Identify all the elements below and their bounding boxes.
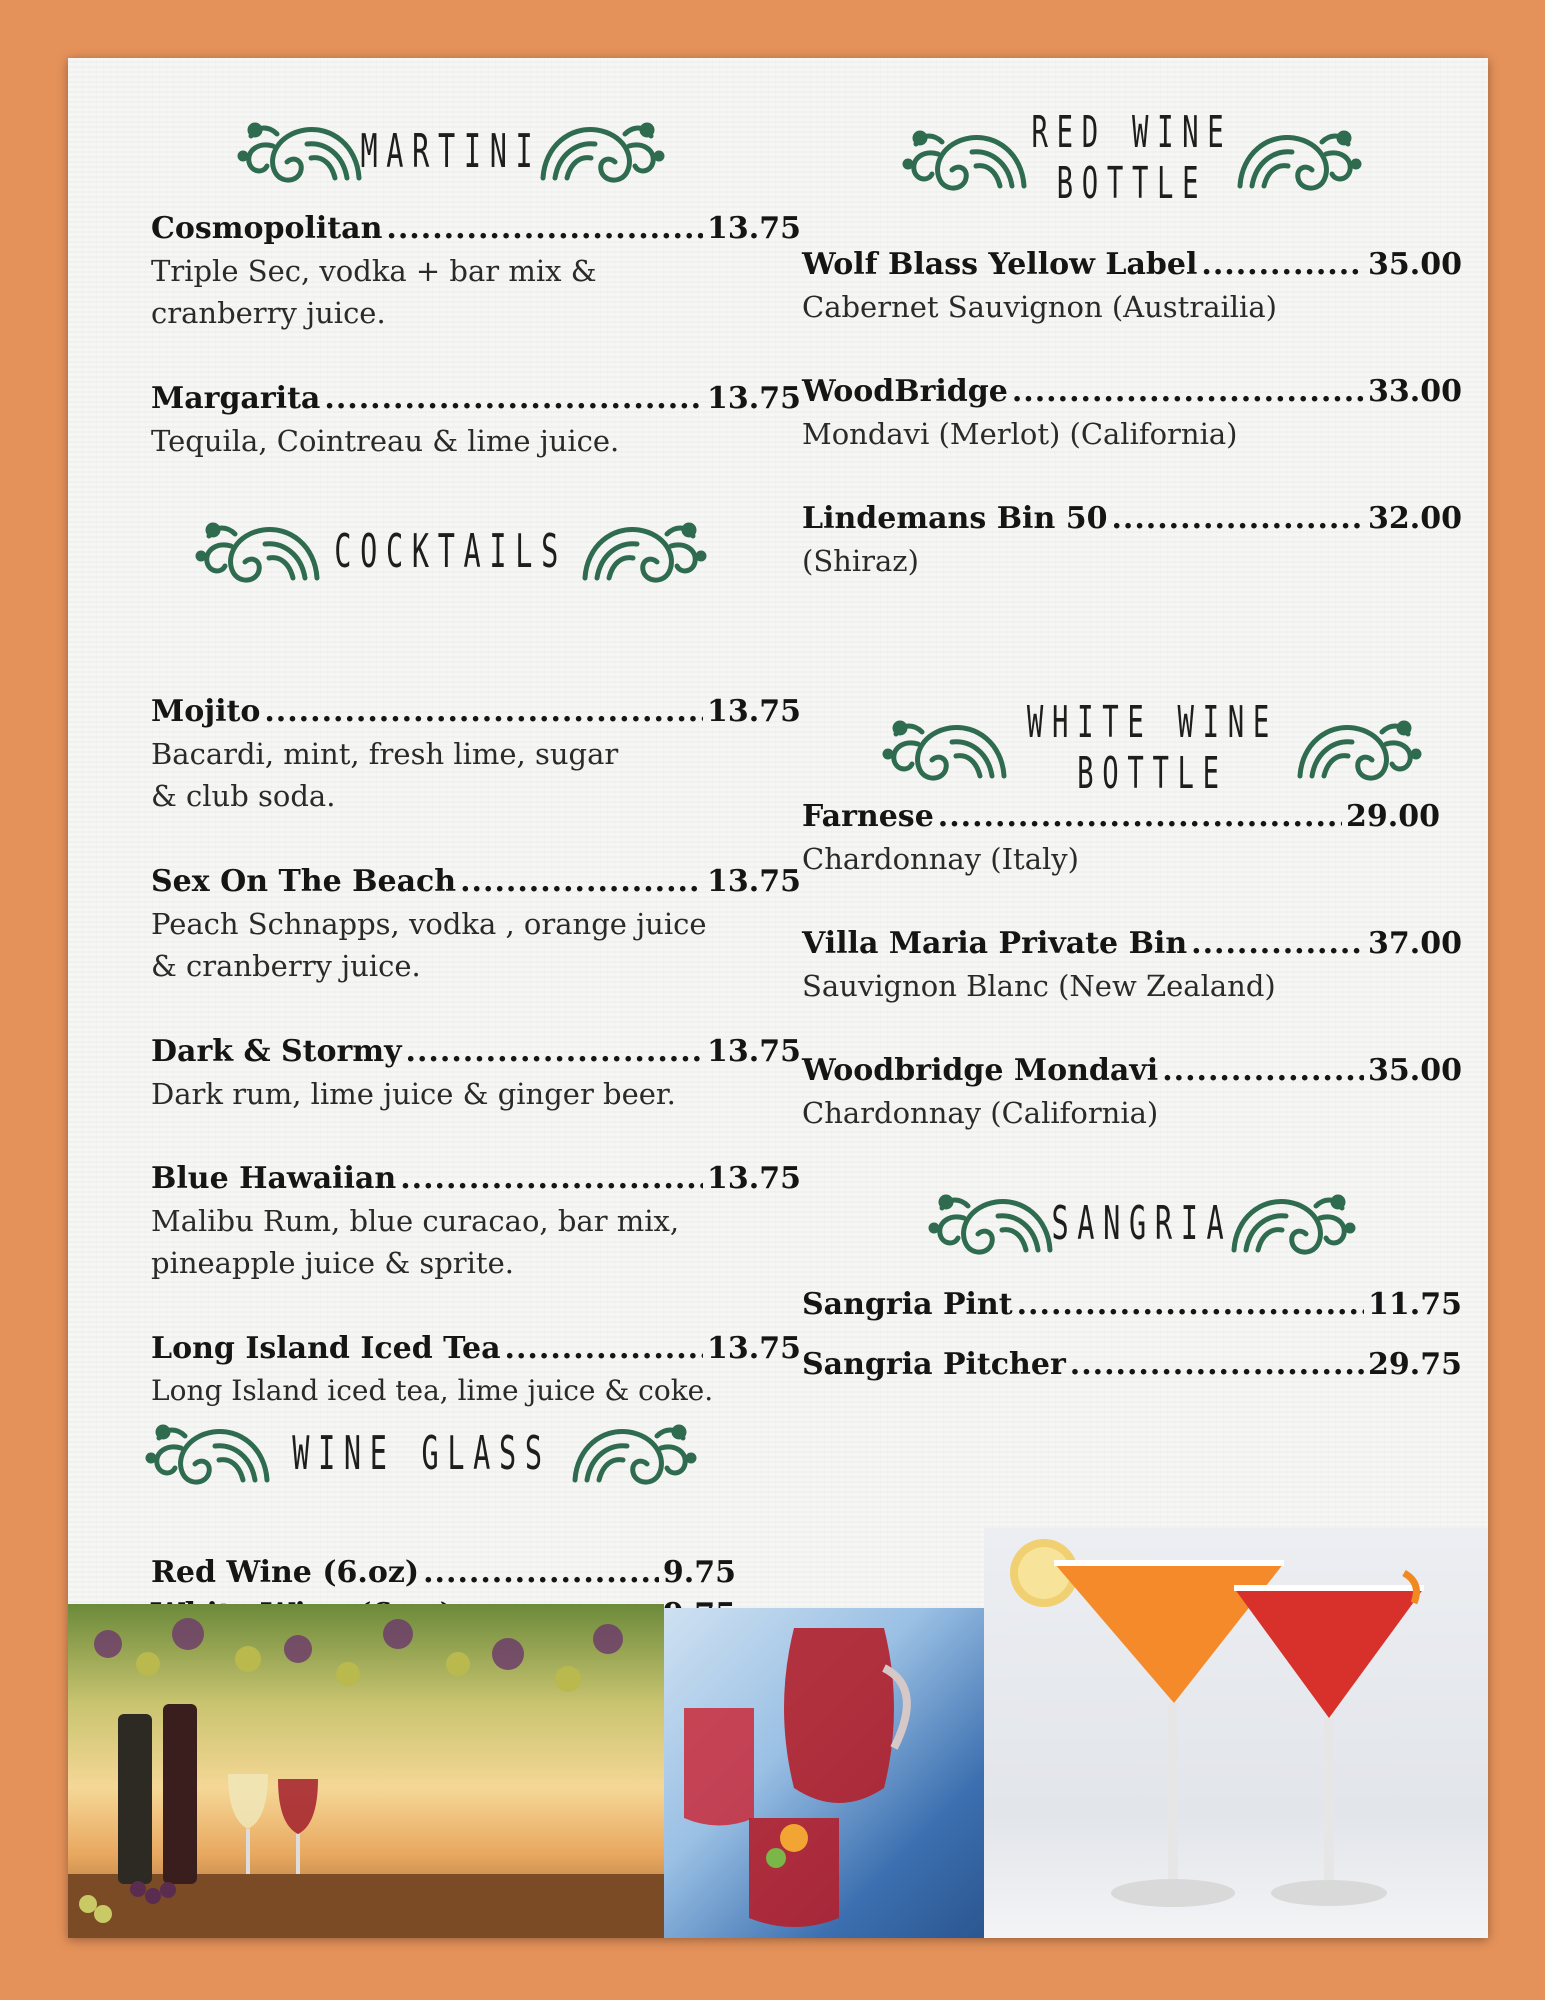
item-name: Sex On The Beach — [151, 864, 457, 899]
ornament-swirl-icon — [882, 714, 1010, 784]
cocktails-heading — [166, 506, 736, 596]
ornament-swirl-icon — [237, 116, 365, 186]
item-description: Cabernet Sauvignon (Austrailia) — [802, 290, 1277, 324]
wine-glass-heading — [151, 1408, 691, 1498]
item-description: (Shiraz) — [802, 544, 919, 578]
menu-item — [151, 1158, 801, 1284]
menu-item — [151, 1552, 736, 1594]
menu-item — [151, 1328, 801, 1412]
item-description: Mondavi (Merlot) (California) — [802, 417, 1238, 451]
ornament-swirl-icon — [569, 1418, 697, 1488]
section-title-line: WHITE WINE — [1026, 697, 1278, 749]
item-price: 13.75 — [707, 1161, 801, 1196]
menu-item — [151, 208, 801, 334]
item-name: Blue Hawaiian — [151, 1161, 397, 1196]
item-description: Sauvignon Blanc (New Zealand) — [802, 969, 1276, 1003]
menu-item — [802, 1050, 1462, 1134]
item-price: 29.75 — [1368, 1347, 1462, 1382]
item-name: Wolf Blass Yellow Label — [802, 247, 1198, 282]
menu-item — [802, 244, 1462, 328]
ornament-swirl-icon — [145, 1418, 273, 1488]
section-title — [1032, 108, 1233, 209]
item-description: Malibu Rum, blue curacao, bar mix, pineapple juice & sprite. — [151, 1204, 680, 1280]
item-name: Mojito — [151, 694, 261, 729]
menu-item — [151, 861, 801, 987]
item-description: Long Island iced tea, lime juice & coke. — [151, 1374, 714, 1407]
item-price: 37.00 — [1368, 926, 1462, 961]
item-price: 35.00 — [1368, 1053, 1462, 1088]
item-price: 9.75 — [662, 1555, 736, 1590]
section-title-line: RED WINE — [1031, 107, 1233, 159]
menu-item — [151, 1031, 801, 1115]
ornament-swirl-icon — [537, 116, 665, 186]
menu-item — [802, 498, 1462, 582]
item-price: 11.75 — [1368, 1287, 1462, 1322]
item-name: Margarita — [151, 381, 321, 416]
item-name: Sangria Pint — [802, 1287, 1013, 1322]
item-price: 13.75 — [707, 1331, 801, 1366]
martini-cocktails-photo — [984, 1528, 1488, 1938]
ornament-swirl-icon — [902, 124, 1030, 194]
item-description: Peach Schnapps, vodka , orange juice & cranberry juice. — [151, 907, 707, 983]
item-name: Dark & Stormy — [151, 1034, 402, 1069]
item-price: 13.75 — [707, 381, 801, 416]
section-title: SANGRIA — [1051, 1195, 1233, 1250]
item-description: Tequila, Cointreau & lime juice. — [151, 424, 620, 458]
menu-item — [802, 923, 1462, 1007]
sangria-heading — [802, 1178, 1482, 1268]
item-name: Long Island Iced Tea — [151, 1331, 501, 1366]
item-price: 29.00 — [1346, 799, 1440, 834]
item-description: Chardonnay (Italy) — [802, 842, 1079, 876]
item-name: Farnese — [802, 799, 934, 834]
item-description: Chardonnay (California) — [802, 1096, 1159, 1130]
menu-sheet — [68, 58, 1488, 1938]
ornament-swirl-icon — [1294, 714, 1422, 784]
menu-item — [151, 691, 801, 817]
section-title: MARTINI — [360, 123, 542, 178]
item-price: 35.00 — [1368, 247, 1462, 282]
item-description: Triple Sec, vodka + bar mix & cranberry juice. — [151, 254, 597, 330]
menu-item — [151, 378, 801, 462]
ornament-swirl-icon — [1234, 124, 1362, 194]
item-name: Lindemans Bin 50 — [802, 501, 1108, 536]
item-name: Woodbridge Mondavi — [802, 1053, 1159, 1088]
item-price: 13.75 — [707, 864, 801, 899]
ornament-swirl-icon — [928, 1188, 1056, 1258]
item-price: 33.00 — [1368, 374, 1462, 409]
item-name: Villa Maria Private Bin — [802, 926, 1188, 961]
ornament-swirl-icon — [1228, 1188, 1356, 1258]
item-price: 13.75 — [707, 211, 801, 246]
section-title — [1026, 698, 1277, 799]
item-name: Cosmopolitan — [151, 211, 383, 246]
item-description: Dark rum, lime juice & ginger beer. — [151, 1077, 676, 1111]
item-name: WoodBridge — [802, 374, 1008, 409]
item-name: Sangria Pitcher — [802, 1347, 1066, 1382]
wine-bottles-photo — [68, 1604, 664, 1938]
item-price: 32.00 — [1368, 501, 1462, 536]
red-wine-bottle-heading — [802, 94, 1462, 224]
ornament-swirl-icon — [195, 516, 323, 586]
item-price: 13.75 — [707, 694, 801, 729]
martini-heading — [191, 106, 711, 196]
menu-item — [802, 1284, 1462, 1326]
item-price: 13.75 — [707, 1034, 801, 1069]
section-title: WINE GLASS — [291, 1425, 551, 1480]
section-title-line: BOTTLE — [1056, 158, 1208, 209]
section-title-line: BOTTLE — [1076, 748, 1228, 799]
menu-item — [802, 796, 1440, 880]
sangria-pitcher-photo — [664, 1608, 984, 1938]
menu-item — [802, 371, 1462, 455]
menu-item — [802, 1344, 1462, 1386]
section-title: COCKTAILS — [334, 523, 568, 578]
item-description: Bacardi, mint, fresh lime, sugar & club soda. — [151, 737, 619, 813]
ornament-swirl-icon — [579, 516, 707, 586]
item-name: Red Wine (6.oz) — [151, 1555, 420, 1590]
white-wine-bottle-heading — [802, 684, 1488, 814]
